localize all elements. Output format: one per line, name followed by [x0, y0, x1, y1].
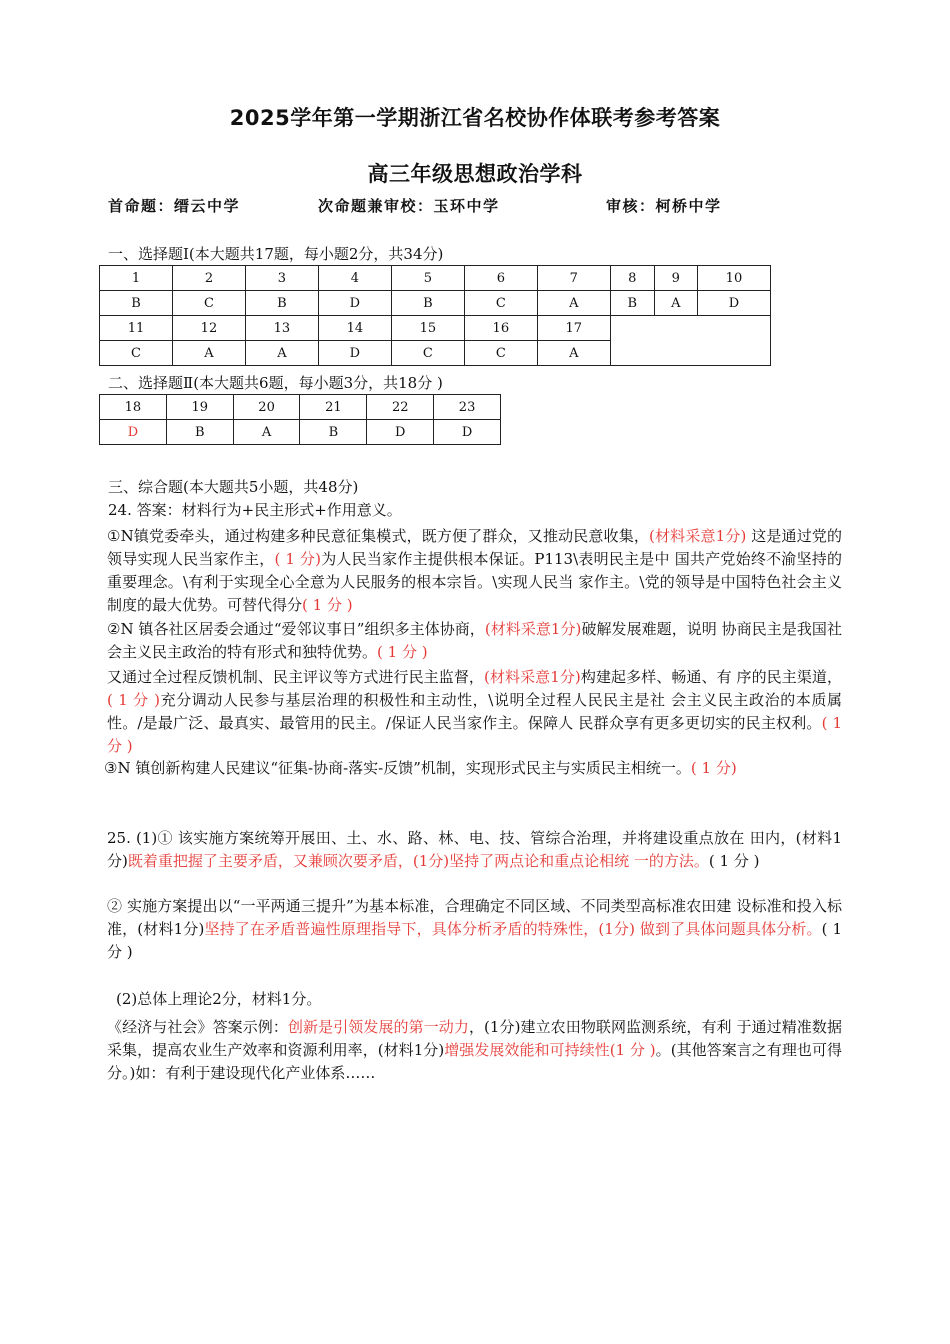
table-cell: 16 [464, 316, 537, 341]
q25-paragraph-2 [107, 895, 842, 964]
table-row [100, 420, 501, 445]
answer-text: 25. (1)① 该实施方案统筹开展田、土、水、路、林、电、技、管综合治理，并将建设重点放在 田内，(材料1分) [107, 829, 842, 870]
section2-answer-table [99, 394, 501, 445]
q24-paragraph-3 [107, 666, 842, 758]
table-cell: 23 [434, 395, 501, 420]
table-cell: 3 [245, 266, 318, 291]
table-cell: C [391, 341, 464, 366]
table-cell: 21 [300, 395, 367, 420]
scoring-note: ( 1 分) [274, 550, 321, 568]
table-row [100, 316, 771, 341]
table-cell: 15 [391, 316, 464, 341]
scoring-note: ( 1 分 ) [107, 691, 160, 709]
scoring-note: 创新是引领发展的第一动力 [287, 1018, 469, 1036]
table-row [100, 266, 771, 291]
table-cell: 10 [697, 266, 770, 291]
table-cell: 9 [654, 266, 697, 291]
table-cell: A [654, 291, 697, 316]
table-cell: 13 [245, 316, 318, 341]
table-cell: B [245, 291, 318, 316]
first-setter: 首命题：缙云中学 [108, 197, 241, 215]
table-cell: 2 [172, 266, 245, 291]
table-cell: C [464, 291, 537, 316]
second-setter: 次命题兼审校：玉环中学 [318, 197, 500, 215]
table-cell: 5 [391, 266, 464, 291]
section3-heading: 三、综合题(本大题共5小题，共48分) [108, 478, 359, 496]
table-cell: D [367, 420, 434, 445]
page-subtitle: 高三年级思想政治学科 [367, 162, 583, 186]
table-cell: 19 [166, 395, 233, 420]
table-cell: B [610, 291, 654, 316]
table-cell: B [300, 420, 367, 445]
scoring-note: 增强发展效能和可持续性(1 分 ) [444, 1041, 656, 1059]
table-cell: 8 [610, 266, 654, 291]
table-cell: B [166, 420, 233, 445]
q24-intro: 24. 答案：材料行为+民主形式+作用意义。 [108, 501, 402, 519]
table-empty-cell [610, 316, 770, 366]
table-cell: D [697, 291, 770, 316]
table-cell: A [245, 341, 318, 366]
answer-text: 充分调动人民参与基层治理的积极性和主动性，\说明全过程人民民主是社 会主义民主政治的本质属性。/是最广泛、最真实、最管用的民主。/保证人民当家作主。保障人 民群众享有更多更切实的民主权利。 [107, 691, 843, 732]
reviewer: 审核：柯桥中学 [606, 197, 722, 215]
answer-text: ③N 镇创新构建人民建议“征集-协商-落实-反馈”机制，实现形式民主与实质民主相统一。 [104, 759, 691, 777]
table-row [100, 291, 771, 316]
answer-text: 《经济与社会》答案示例： [107, 1018, 288, 1036]
scoring-note: 既着重把握了主要矛盾，又兼顾次要矛盾，(1分)坚持了两点论和重点论相统 一的方法。 [127, 852, 709, 870]
q24-paragraph-4 [104, 757, 844, 780]
table-cell: 12 [172, 316, 245, 341]
table-cell: C [464, 341, 537, 366]
q25-2-intro: (2)总体上理论2分，材料1分。 [116, 990, 322, 1008]
answer-text: 构建起多样、畅通、有 序的民主渠道， [580, 668, 842, 686]
scoring-note: ( 1 分) [690, 759, 737, 777]
answer-text: 又通过全过程反馈机制、民主评议等方式进行民主监督， [107, 668, 484, 686]
answer-text: ①N镇党委牵头，通过构建多种民意征集模式，既方便了群众，又推动民意收集， [107, 527, 650, 545]
scoring-note: (材料采意1分) [483, 668, 581, 686]
answer-text: ②N 镇各社区居委会通过“爱邻议事日”组织多主体协商， [107, 620, 485, 638]
scoring-note: ( 1 分 ) [107, 714, 842, 755]
table-cell: B [391, 291, 464, 316]
table-cell: 6 [464, 266, 537, 291]
table-cell: 4 [318, 266, 391, 291]
q24-paragraph-1 [107, 525, 842, 617]
table-cell: 22 [367, 395, 434, 420]
answer-text: ，(1分)建立农田物联网监测系统，有利 于通过精准数据采集，提高农业生产效率和资源利用率，(材料1分) [107, 1018, 842, 1059]
table-cell: C [100, 341, 173, 366]
table-cell: 11 [100, 316, 173, 341]
table-cell: D [100, 420, 167, 445]
table-cell: D [318, 291, 391, 316]
table-cell: 14 [318, 316, 391, 341]
q25-paragraph-1 [107, 827, 842, 873]
table-cell: A [537, 291, 610, 316]
answer-text: 破解发展难题，说明 协商民主是我国社会主义民主政治的特有形式和独特优势。 [107, 620, 842, 661]
table-cell: C [172, 291, 245, 316]
table-cell: B [100, 291, 173, 316]
table-cell: 1 [100, 266, 173, 291]
answer-text: 。(其他答案言之有理也可得分。)如：有利于建设现代化产业体系…… [107, 1041, 842, 1082]
scoring-note: (材料采意1分) [649, 527, 747, 545]
scoring-note: 坚持了在矛盾普遍性原理指导下，具体分析矛盾的特殊性，(1分) 做到了具体问题具体分析。 [204, 920, 822, 938]
q24-paragraph-2 [107, 618, 842, 664]
table-cell: A [233, 420, 300, 445]
table-cell: 20 [233, 395, 300, 420]
scoring-note: ( 1 分 ) [377, 643, 428, 661]
table-cell: A [537, 341, 610, 366]
table-cell: 18 [100, 395, 167, 420]
section1-heading: 一、选择题Ⅰ(本大题共17题，每小题2分，共34分) [108, 245, 444, 263]
scoring-note: (材料采意1分) [484, 620, 582, 638]
page-title: 2025学年第一学期浙江省名校协作体联考参考答案 [229, 106, 721, 130]
scoring-note: ( 1 分 ) [302, 596, 353, 614]
answer-text: 这是通过党的领导实现人民当家作主， [107, 527, 843, 568]
answer-text: 为人民当家作主提供根本保证。P113\表明民主是中 国共产党始终不渝坚持的重要理念。\有利于实现全心全意为人民服务的根本宗旨。\实现人民当 家作主。\党的领导是中国特色社会主义制度的最大优势。可替代得分 [107, 550, 842, 614]
q25-2-paragraph [107, 1016, 842, 1085]
section1-answer-table [99, 265, 771, 366]
table-cell: 7 [537, 266, 610, 291]
answer-text: ( 1 分 ) [107, 920, 842, 961]
section2-heading: 二、选择题Ⅱ(本大题共6题，每小题3分，共18分 ) [108, 374, 443, 392]
table-cell: D [318, 341, 391, 366]
answer-text: ② 实施方案提出以“一平两通三提升”为基本标准，合理确定不同区域、不同类型高标准农田建 设标准和投入标准，(材料1分) [107, 897, 842, 938]
table-cell: D [434, 420, 501, 445]
answer-text: ( 1 分 ) [708, 852, 760, 870]
table-row [100, 395, 501, 420]
table-cell: A [172, 341, 245, 366]
table-cell: 17 [537, 316, 610, 341]
